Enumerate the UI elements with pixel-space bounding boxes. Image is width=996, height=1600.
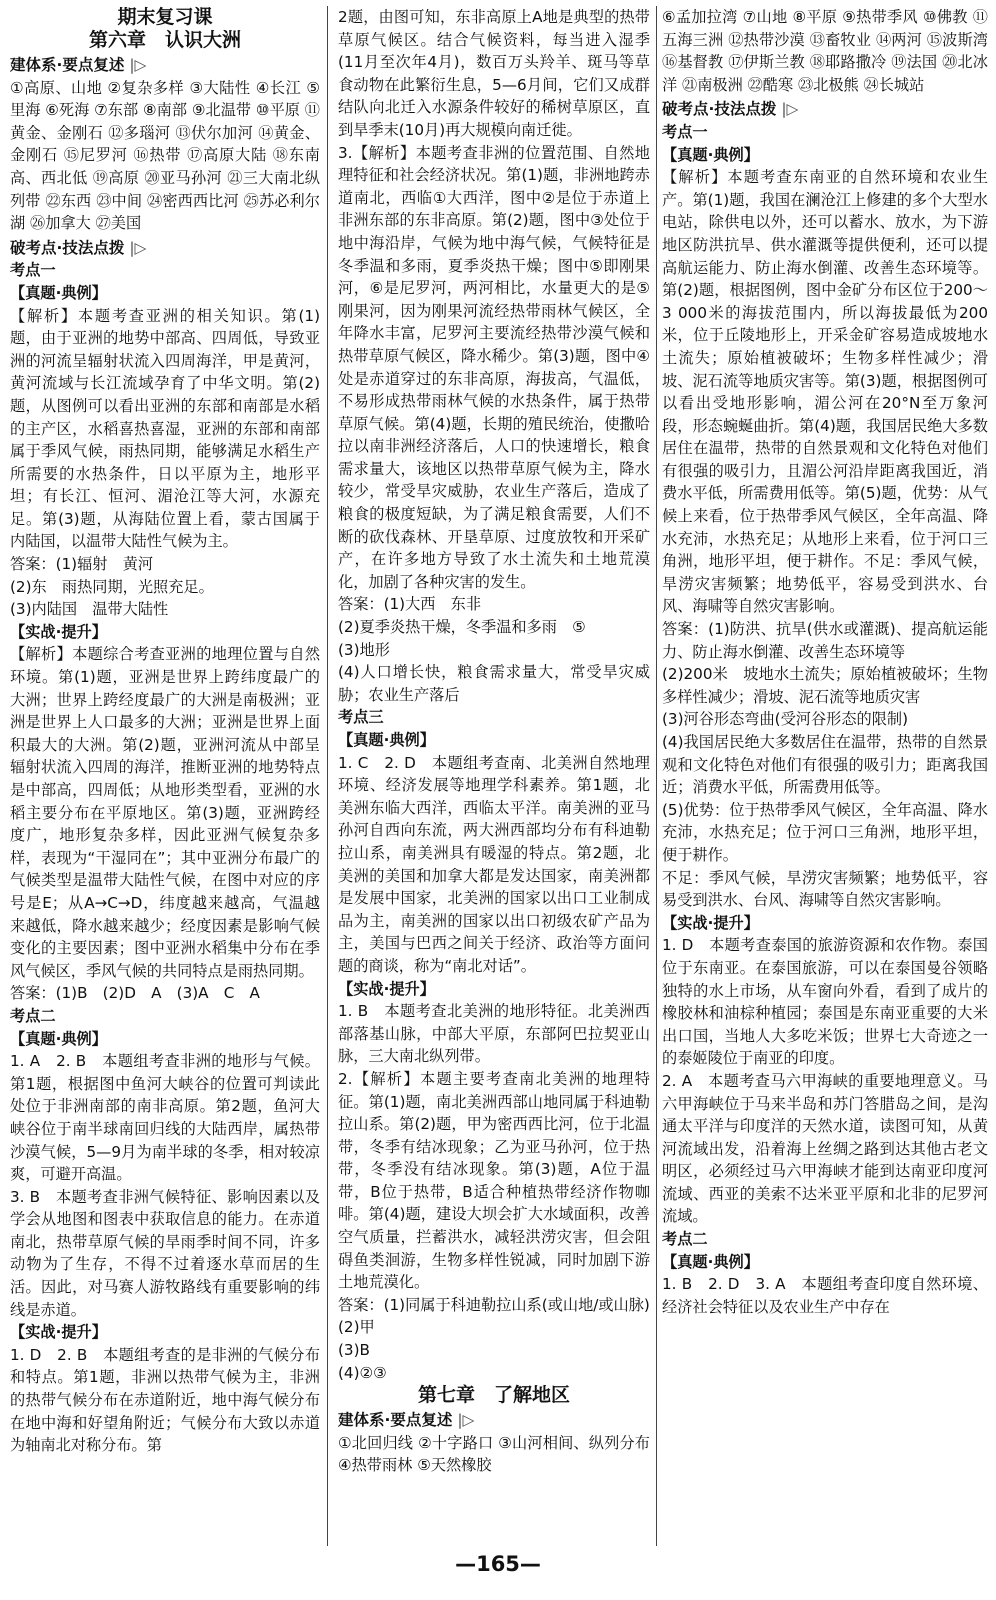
- column-middle: [338, 6, 650, 1477]
- paragraph: (4)我国居民绝大多数居住在温带，热带的自然景观和文化特色对他们有很强的吸引力；距离我国近；消费水平低，所需费用低等。: [662, 733, 988, 797]
- paragraph: 【解析】本题考查东南亚的自然环境和农业生产。第(1)题，我国在澜沧江上修建的多个大型水电站，除供电以外，还可以蓄水、放水，为下游地区防洪抗旱、供水灌溉等提供便利，还可以提高航运能力、防止海水倒灌、改善生态环境等。第(2)题，根据图例，图中金矿分布区位于200～3 000米的海拔范围内，所以海拔最低为200米，位于丘陵地形上，开采金矿容易造成坡地水土流失；原始植被破坏；生物多样性减少；滑坡、泥石流等地质灾害等。第(3)题，根据图例可以看出受地形影响，湄公河在20°N至万象河段，形态蜿蜒曲折。第(4)题，我国居民绝大多数居住在温带，热带的自然景观和文化特色对他们有很强的吸引力，且湄公河沿岸距离我国近，消费水平低，所需费用低等。第(5)题，优势：从气候上来看，位于热带季风气候区，全年高温、降水充沛，水热充足；从地形上来看，位于河口三角洲，地形平坦，便于耕作。不足：季风气候，旱涝灾害频繁；地势低平，容易受到洪水、台风、海啸等自然灾害影响。: [662, 168, 988, 616]
- paragraph: 2题，由图可知，东非高原上A地是典型的热带草原气候区。结合气候资料，每当进入湿季(11月至次年4月)，数百万头羚羊、斑马等草食动物在此繁衍生息，5—6月间，它们又成群结队向北迁入水源条件较好的稀树草原区，直到旱季末(10月)再大规模向南迁徙。: [338, 8, 650, 139]
- paragraph: 3. B 本题考查非洲气候特征、影响因素以及学会从地图和图表中获取信息的能力。在赤道南北，热带草原气候的旱雨季时间不同，许多动物为了生存，不得不过着逐水草而居的生活。因此，对马赛人游牧路线有重要影响的纬线是赤道。: [10, 1187, 320, 1319]
- paragraph: 3.【解析】本题考查非洲的位置范围、自然地理特征和社会经济状况。第(1)题，非洲地跨赤道南北，西临①大西洋，图中②是位于赤道上非洲东部的东非高原。第(2)题，图中③处位于地中海沿岸，气候为地中海气候，气候特征是冬季温和多雨，夏季炎热干燥；图中⑤即刚果河，⑥是尼罗河，两河相比，水量更大的是⑤刚果河，因为刚果河流经热带雨林气候区，全年降水丰富，尼罗河主要流经热带沙漠气候和热带草原气候区，降水稀少。第(3)题，图中④处是赤道穿过的东非高原，海拔高，气温低，不易形成热带雨林气候的水热条件，属于热带草原气候。第(4)题，长期的殖民统治，使撒哈拉以南非洲经济落后，人口的快速增长，粮食需求量大，该地区以热带草原气候为主，降水较少，常受旱灾威胁，农业生产落后，造成了粮食的极度短缺，为了满足粮食需要，人们不断的砍伐森林、开垦草原、过度放牧和开采矿产，在许多地方导致了水土流失和土地荒漠化，加剧了各种灾害的发生。: [338, 143, 650, 591]
- exam-point-heading: 考点二: [10, 1006, 56, 1025]
- exam-point-heading: 考点一: [10, 261, 56, 280]
- exam-point-heading: 考点一: [662, 122, 708, 141]
- section-label: 破考点·技法点拨 |▷: [10, 238, 147, 257]
- column-right: [662, 6, 988, 1318]
- paragraph: (3)地形: [338, 640, 390, 659]
- subsection-tag: 【实战·提升】: [662, 913, 759, 932]
- section-heading: 期末复习课: [117, 6, 213, 28]
- paragraph: 【解析】本题考查亚洲的相关知识。第(1)题，由于亚洲的地势中部高、四周低，导致亚洲的河流呈辐射状流入四周海洋，甲是黄河，黄河流域与长江流域孕育了中华文明。第(2)题，从图例可以看出亚洲的东部和南部是水稻的主产区，水稻喜热喜湿，亚洲的东部和南部属于季风气候，雨热同期，能够满足水稻生产所需要的水热条件，日以平原为主，地形平坦；有长江、恒河、湄沧江等大河，水源充足。第(3)题，从海陆位置上看，蒙古国属于内陆国，以温带大陆性气候为主。: [10, 306, 320, 551]
- section-arrow-icon: |▷: [124, 238, 147, 257]
- paragraph: ①北回归线 ②十字路口 ③山河相间、纵列分布 ④热带雨林 ⑤天然橡胶: [338, 1433, 650, 1475]
- paragraph: 2. A 本题考查马六甲海峡的重要地理意义。马六甲海峡位于马来半岛和苏门答腊岛之间，是沟通太平洋与印度洋的天然水道，读图可知，从黄河流域出发，沿着海上丝绸之路到达其他古老文明区，必须经过马六甲海峡才能到达南亚印度河流域、西亚的美索不达米亚平原和北非的尼罗河流域。: [662, 1071, 988, 1226]
- subsection-tag: 【真题·典例】: [662, 1252, 759, 1271]
- paragraph: (2)夏季炎热干燥，冬季温和多雨 ⑤: [338, 618, 586, 637]
- paragraph: 1. D 2. B 本题组考查的是非洲的气候分布和特点。第1题，非洲以热带气候为主，非洲的热带气候分布在赤道附近，地中海气候分布在地中海和好望角附近；气候分布大致以赤道为轴南北对称分布。第: [10, 1345, 320, 1455]
- paragraph: ①高原、山地 ②复杂多样 ③大陆性 ④长江 ⑤里海 ⑥死海 ⑦东部 ⑧南部 ⑨北温带 ⑩平原 ⑪黄金、金刚石 ⑫多瑙河 ⑬伏尔加河 ⑭黄金、金刚石 ⑮尼罗河 ⑯热带 ⑰高原大陆 ⑱东南高、西北低 ⑲高原 ⑳亚马孙河 ㉑三大南北纵列带 ㉒东西 ㉓中间 ㉔密西西比河 ㉕苏必利尔湖 ㉖加拿大 ㉗美国: [10, 78, 320, 233]
- paragraph: (3)B: [338, 1341, 370, 1360]
- section-arrow-icon: |▷: [776, 100, 799, 119]
- section-label: 建体系·要点复述 |▷: [10, 56, 147, 74]
- paragraph: (5)优势：位于热带季风气候区，全年高温、降水充沛，水热充足；位于河口三角洲，地形平坦，便于耕作。: [662, 800, 988, 864]
- section-heading: 第六章 认识大洲: [88, 29, 241, 51]
- exam-point-heading: 考点二: [662, 1230, 708, 1249]
- paragraph: 1. C 2. D 本题组考查南、北美洲自然地理环境、经济发展等地理学科素养。第1题，北美洲东临大西洋，西临太平洋。南美洲的亚马孙河自西向东流，两大洲西部均分布有科迪勒拉山系，南美洲具有暖湿的特点。第2题，北美洲的美国和加拿大都是发达国家，南美洲都是发展中国家，北美洲的国家以出口工业制成品为主，南美洲的国家以出口初级农矿产品为主，美国与巴西之间关于经济、政治等方面问题的商谈，称为“南北对话”。: [338, 753, 650, 975]
- paragraph: 答案：(1)B (2)D A (3)A C A: [10, 984, 260, 1003]
- paragraph: 不足：季风气候，旱涝灾害频繁；地势低平，容易受到洪水、台风、海啸等自然灾害影响。: [662, 868, 988, 910]
- subsection-tag: 【真题·典例】: [338, 731, 435, 749]
- column-divider: [327, 6, 328, 1546]
- subsection-tag: 【实战·提升】: [338, 979, 435, 998]
- paragraph: 答案：(1)防洪、抗旱(供水或灌溉)、提高航运能力、防止海水倒灌、改善生态环境等: [662, 620, 988, 661]
- paragraph: (4)②③: [338, 1363, 387, 1382]
- subsection-tag: 【真题·典例】: [10, 1029, 107, 1048]
- paragraph: (3)内陆国 温带大陆性: [10, 600, 169, 619]
- page-number: —165—: [455, 1552, 541, 1576]
- paragraph: 1. A 2. B 本题组考查非洲的地形与气候。第1题，根据图中鱼河大峡谷的位置可判读此处位于非洲南部的南非高原。第2题，鱼河大峡谷位于南半球南回归线的大陆西岸，属热带沙漠气候，5—9月为南半球的冬季，相对较凉爽，可避开高温。: [10, 1052, 320, 1184]
- paragraph: 答案：(1)大西 东非: [338, 595, 482, 614]
- column-divider: [656, 6, 657, 1546]
- subsection-tag: 【实战·提升】: [10, 1323, 107, 1342]
- section-arrow-icon: |▷: [452, 1411, 475, 1430]
- subsection-tag: 【真题·典例】: [10, 283, 107, 302]
- paragraph: (2)200米 坡地水土流失；原始植被破坏；生物多样性减少；滑坡、泥石流等地质灾害: [662, 665, 988, 706]
- section-label: 破考点·技法点拨 |▷: [662, 100, 799, 119]
- paragraph: 1. B 本题考查北美洲的地形特征。北美洲西部落基山脉，中部大平原，东部阿巴拉契亚山脉，三大南北纵列带。: [338, 1002, 650, 1066]
- paragraph: 1. D 本题考查泰国的旅游资源和农作物。泰国位于东南亚。在泰国旅游，可以在泰国曼谷领略独特的水上市场，从车窗向外看，看到了成片的橡胶林和油棕种植园；泰国是东南亚重要的大米出口国，当地人大多吃米饭；世界七大奇迹之一的泰姬陵位于南亚的印度。: [662, 936, 988, 1068]
- exam-point-heading: 考点三: [338, 708, 384, 727]
- paragraph: (2)甲: [338, 1318, 375, 1337]
- section-arrow-icon: |▷: [124, 56, 147, 74]
- paragraph: 2.【解析】本题主要考查南北美洲的地理特征。第(1)题，南北美洲西部山地同属于科迪勒拉山系。第(2)题，甲为密西西比河，位于北温带，冬季有结冰现象；乙为亚马孙河，位于热带，冬季没有结冰现象。第(3)题，A位于温带，B位于热带，B适合种植热带经济作物咖啡。第(4)题，建设大坝会扩大水域面积，改善空气质量，拦蓄洪水，减轻洪涝灾害，但会阻碍鱼类洄游，生物多样性锐减，同时加剧下游土地荒漠化。: [338, 1069, 650, 1292]
- paragraph: (4)人口增长快，粮食需求量大，常受旱灾威胁；农业生产落后: [338, 663, 650, 704]
- paragraph: (2)东 雨热同期，光照充足。: [10, 577, 214, 596]
- paragraph: 答案：(1)同属于科迪勒拉山系(或山地/或山脉): [338, 1295, 650, 1314]
- paragraph: 答案：(1)辐射 黄河: [10, 555, 154, 574]
- section-label: 建体系·要点复述 |▷: [338, 1411, 475, 1430]
- paragraph: 1. B 2. D 3. A 本题组考查印度自然环境、经济社会特征以及农业生产中存在: [662, 1275, 988, 1316]
- paragraph: 【解析】本题综合考查亚洲的地理位置与自然环境。第(1)题，亚洲是世界上跨纬度最广的大洲；世界上跨经度最广的大洲是南极洲；亚洲是世界上人口最多的大洲；亚洲是世界上面积最大的大洲。第(2)题，亚洲河流从中部呈辐射状流入四周的海洋，推断亚洲的地势特点是中部高，四周低；从地形类型看，亚洲的水稻主要分布在平原地区。第(3)题，亚洲跨经度广，地形复杂多样，因此亚洲气候复杂多样，表现为“干湿同在”；其中亚洲分布最广的气候类型是温带大陆性气候，在图中对应的序号是E；从A→C→D，纬度越来越高，气温越来越低，降水越来越少；经度因素是影响气候变化的主要因素；图中亚洲水稻集中分布在季风气候区，季风气候的共同特点是雨热同期。: [10, 645, 320, 980]
- subsection-tag: 【实战·提升】: [10, 622, 107, 641]
- paragraph: (3)河谷形态弯曲(受河谷形态的限制): [662, 710, 908, 729]
- column-left: [10, 6, 320, 1457]
- paragraph: ⑥孟加拉湾 ⑦山地 ⑧平原 ⑨热带季风 ⑩佛教 ⑪五海三洲 ⑫热带沙漠 ⑬畜牧业 ⑭两河 ⑮波斯湾 ⑯基督教 ⑰伊斯兰教 ⑱耶路撒冷 ⑲法国 ⑳北冰洋 ㉑南极洲 ㉒酷寒 ㉓北极熊 ㉔长城站: [662, 8, 988, 94]
- section-heading: 第七章 了解地区: [417, 1384, 570, 1407]
- subsection-tag: 【真题·典例】: [662, 145, 759, 164]
